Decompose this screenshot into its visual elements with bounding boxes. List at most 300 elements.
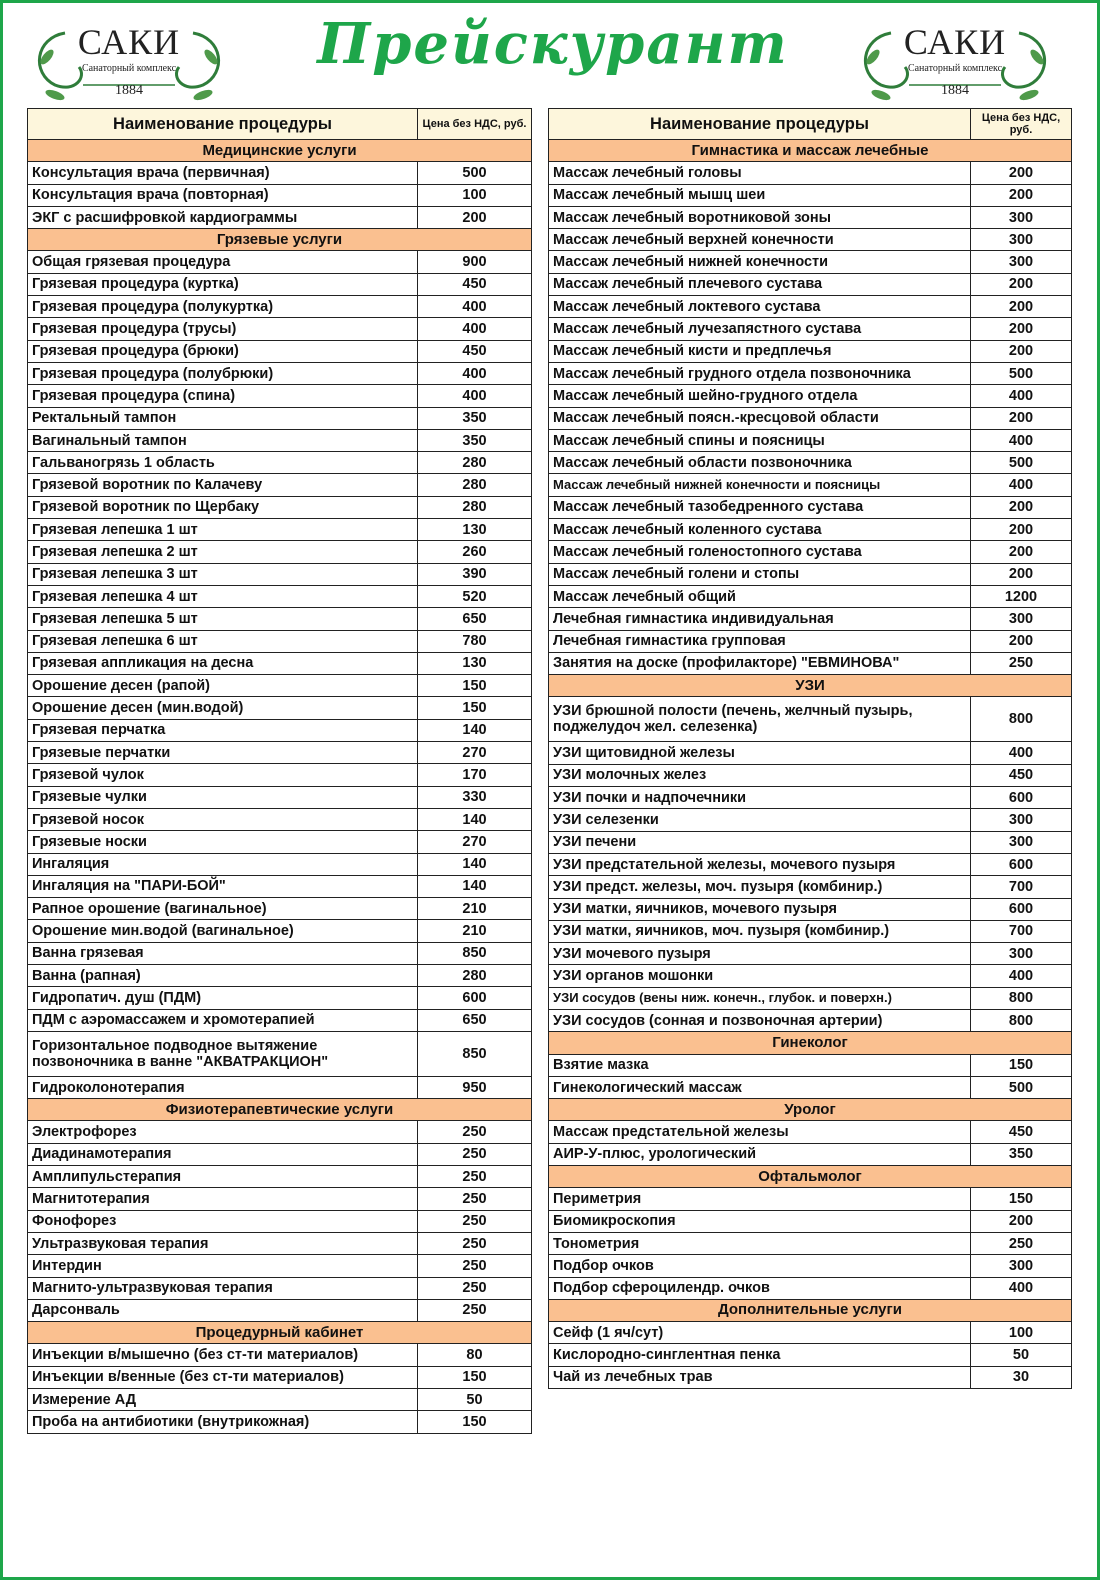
procedure-price: 400 [418, 296, 532, 318]
procedure-name: Занятия на доске (профилакторе) "ЕВМИНОВА" [549, 652, 971, 674]
procedure-price: 400 [971, 742, 1072, 764]
table-row [28, 1166, 532, 1188]
table-row [28, 407, 532, 429]
procedure-name: Инъекции в/венные (без ст-ти материалов) [28, 1366, 418, 1388]
procedure-price: 280 [418, 452, 532, 474]
procedure-name: УЗИ предст. железы, моч. пузыря (комбинир.) [549, 876, 971, 898]
table-row [28, 920, 532, 942]
procedure-name: Орошение десен (рапой) [28, 675, 418, 697]
table-row [549, 251, 1072, 273]
logo-left [25, 13, 233, 105]
logo-right [851, 13, 1059, 105]
table-row [28, 1389, 532, 1411]
table-row [28, 385, 532, 407]
category-title: Гимнастика и массаж лечебные [549, 140, 1072, 162]
category-title: Дополнительные услуги [549, 1299, 1072, 1321]
procedure-price: 210 [418, 920, 532, 942]
table-row [549, 853, 1072, 875]
procedure-name: Грязевая лепешка 3 шт [28, 563, 418, 585]
procedure-price: 900 [418, 251, 532, 273]
procedure-price: 600 [971, 853, 1072, 875]
procedure-name: УЗИ предстательной железы, мочевого пузыря [549, 853, 971, 875]
table-row [549, 340, 1072, 362]
procedure-name: Гидропатич. душ (ПДМ) [28, 987, 418, 1009]
procedure-name: Массаж лечебный локтевого сустава [549, 296, 971, 318]
logo-brand: САКИ [77, 22, 181, 62]
table-row [28, 964, 532, 986]
category-title: Гинеколог [549, 1032, 1072, 1054]
procedure-name: УЗИ мочевого пузыря [549, 943, 971, 965]
logo-year: 1884 [941, 83, 969, 98]
table-row [549, 1009, 1072, 1031]
procedure-price: 150 [418, 1366, 532, 1388]
table-row [549, 1344, 1072, 1366]
price-table-left [27, 108, 532, 1434]
table-row [28, 1366, 532, 1388]
procedure-price: 140 [418, 719, 532, 741]
table-row [28, 452, 532, 474]
table-row [549, 898, 1072, 920]
procedure-price: 350 [971, 1143, 1072, 1165]
procedure-name: Амплипульстерапия [28, 1166, 418, 1188]
procedure-name: Рапное орошение (вагинальное) [28, 898, 418, 920]
procedure-price: 260 [418, 541, 532, 563]
category-row [549, 675, 1072, 697]
procedure-name: Общая грязевая процедура [28, 251, 418, 273]
header-price: Цена без НДС, руб. [418, 109, 532, 140]
table-row [549, 563, 1072, 585]
procedure-price: 170 [418, 764, 532, 786]
procedure-name: Подбор сфероцилендр. очков [549, 1277, 971, 1299]
procedure-name: Массаж лечебный шейно-грудного отдела [549, 385, 971, 407]
procedure-price: 400 [971, 385, 1072, 407]
procedure-name: Массаж лечебный поясн.-кресцовой области [549, 407, 971, 429]
table-row [549, 318, 1072, 340]
procedure-name: Консультация врача (первичная) [28, 162, 418, 184]
procedure-price: 100 [418, 184, 532, 206]
category-row [549, 1166, 1072, 1188]
procedure-name: Вагинальный тампон [28, 429, 418, 451]
table-row [549, 1121, 1072, 1143]
table-row [28, 1344, 532, 1366]
category-row [28, 140, 532, 162]
procedure-price: 280 [418, 474, 532, 496]
table-row [28, 162, 532, 184]
procedure-name: Кислородно-синглентная пенка [549, 1344, 971, 1366]
category-row [549, 1032, 1072, 1054]
procedure-name: ЭКГ с расшифровкой кардиограммы [28, 206, 418, 228]
procedure-price: 200 [971, 296, 1072, 318]
procedure-name: Магнитотерапия [28, 1188, 418, 1210]
table-row [28, 519, 532, 541]
procedure-name: Лечебная гимнастика групповая [549, 630, 971, 652]
table-row [549, 1076, 1072, 1098]
procedure-price: 250 [418, 1166, 532, 1188]
table-row [28, 831, 532, 853]
procedure-price: 200 [971, 1210, 1072, 1232]
procedure-name: УЗИ почки и надпочечники [549, 787, 971, 809]
procedure-price: 300 [971, 943, 1072, 965]
procedure-name: Грязевой носок [28, 808, 418, 830]
header-name: Наименование процедуры [28, 109, 418, 140]
procedure-name: Ингаляция на "ПАРИ-БОЙ" [28, 875, 418, 897]
procedure-price: 400 [418, 385, 532, 407]
procedure-price: 600 [418, 987, 532, 1009]
procedure-price: 150 [971, 1054, 1072, 1076]
table-row [28, 630, 532, 652]
procedure-price: 200 [971, 630, 1072, 652]
table-row [549, 1188, 1072, 1210]
table-row [28, 1143, 532, 1165]
procedure-price: 400 [971, 1277, 1072, 1299]
table-row [549, 385, 1072, 407]
procedure-price: 200 [418, 206, 532, 228]
table-row [549, 1277, 1072, 1299]
procedure-price: 600 [971, 898, 1072, 920]
procedure-name: Массаж лечебный кисти и предплечья [549, 340, 971, 362]
procedure-price: 100 [971, 1322, 1072, 1344]
procedure-price: 450 [971, 764, 1072, 786]
table-row [549, 652, 1072, 674]
procedure-price: 400 [418, 362, 532, 384]
category-title: УЗИ [549, 675, 1072, 697]
table-row [28, 608, 532, 630]
procedure-price: 400 [971, 965, 1072, 987]
procedure-name: УЗИ матки, яичников, мочевого пузыря [549, 898, 971, 920]
procedure-name: Горизонтальное подводное вытяжение позвоночника в ванне "АКВАТРАКЦИОН" [28, 1031, 418, 1076]
procedure-name: Ванна грязевая [28, 942, 418, 964]
table-row [549, 1143, 1072, 1165]
table-row [28, 429, 532, 451]
table-row [28, 1255, 532, 1277]
procedure-name: Ингаляция [28, 853, 418, 875]
procedure-price: 700 [971, 876, 1072, 898]
table-row [28, 362, 532, 384]
table-row [28, 273, 532, 295]
procedure-price: 520 [418, 585, 532, 607]
procedure-price: 200 [971, 184, 1072, 206]
procedure-name: Массаж лечебный головы [549, 162, 971, 184]
procedure-name: Грязевая процедура (полубрюки) [28, 362, 418, 384]
table-row [28, 1031, 532, 1076]
category-row [28, 1322, 532, 1344]
procedure-name: Диадинамотерапия [28, 1143, 418, 1165]
procedure-price: 250 [418, 1121, 532, 1143]
table-row [28, 1076, 532, 1098]
table-row [549, 920, 1072, 942]
procedure-name: УЗИ печени [549, 831, 971, 853]
procedure-name: Ректальный тампон [28, 407, 418, 429]
table-row [28, 1411, 532, 1433]
procedure-name: УЗИ брюшной полости (печень, желчный пузырь, поджелудоч жел. селезенка) [549, 697, 971, 742]
table-row [28, 942, 532, 964]
logo-subtitle: Санаторный комплекс [907, 63, 1003, 74]
procedure-name: Подбор очков [549, 1255, 971, 1277]
procedure-price: 300 [971, 229, 1072, 251]
table-row [28, 340, 532, 362]
table-row [28, 875, 532, 897]
procedure-name: Магнито-ультразвуковая терапия [28, 1277, 418, 1299]
procedure-price: 500 [971, 1076, 1072, 1098]
procedure-price: 270 [418, 831, 532, 853]
procedure-name: Грязевой чулок [28, 764, 418, 786]
procedure-price: 300 [971, 206, 1072, 228]
table-row [28, 496, 532, 518]
procedure-name: УЗИ молочных желез [549, 764, 971, 786]
procedure-name: ПДМ с аэромассажем и хромотерапией [28, 1009, 418, 1031]
table-row [28, 764, 532, 786]
procedure-name: Массаж лечебный плечевого сустава [549, 273, 971, 295]
procedure-price: 200 [971, 541, 1072, 563]
procedure-name: Грязевая процедура (спина) [28, 385, 418, 407]
procedure-name: Гидроколонотерапия [28, 1076, 418, 1098]
procedure-price: 800 [971, 1009, 1072, 1031]
table-row [549, 1366, 1072, 1388]
procedure-price: 500 [971, 362, 1072, 384]
category-row [549, 1299, 1072, 1321]
procedure-price: 850 [418, 942, 532, 964]
procedure-price: 150 [418, 675, 532, 697]
table-row [549, 519, 1072, 541]
table-row [28, 251, 532, 273]
table-row [28, 318, 532, 340]
procedure-name: Грязевой воротник по Калачеву [28, 474, 418, 496]
table-row [28, 697, 532, 719]
procedure-name: Грязевой воротник по Щербаку [28, 496, 418, 518]
procedure-price: 350 [418, 429, 532, 451]
table-row [28, 206, 532, 228]
procedure-name: УЗИ сосудов (вены ниж. конечн., глубок. и поверхн.) [549, 987, 971, 1009]
procedure-name: Массаж лечебный тазобедренного сустава [549, 496, 971, 518]
procedure-price: 800 [971, 987, 1072, 1009]
procedure-name: Периметрия [549, 1188, 971, 1210]
table-row [549, 608, 1072, 630]
procedure-price: 150 [971, 1188, 1072, 1210]
procedure-price: 250 [418, 1255, 532, 1277]
table-row [28, 1277, 532, 1299]
procedure-name: Грязевые носки [28, 831, 418, 853]
table-row [549, 1255, 1072, 1277]
procedure-price: 300 [971, 809, 1072, 831]
table-row [549, 831, 1072, 853]
table-row [549, 787, 1072, 809]
table-row [28, 675, 532, 697]
category-title: Физиотерапевтические услуги [28, 1099, 532, 1121]
table-row [28, 1188, 532, 1210]
table-row [28, 1232, 532, 1254]
procedure-name: Грязевая лепешка 5 шт [28, 608, 418, 630]
procedure-name: Грязевая лепешка 4 шт [28, 585, 418, 607]
category-title: Уролог [549, 1099, 1072, 1121]
procedure-name: Дарсонваль [28, 1299, 418, 1321]
procedure-name: Массаж лечебный мышц шеи [549, 184, 971, 206]
table-row [549, 407, 1072, 429]
procedure-name: Лечебная гимнастика индивидуальная [549, 608, 971, 630]
procedure-price: 270 [418, 742, 532, 764]
price-table-right [548, 108, 1072, 1389]
category-row [549, 1099, 1072, 1121]
table-row [28, 1009, 532, 1031]
procedure-price: 450 [971, 1121, 1072, 1143]
procedure-price: 250 [971, 652, 1072, 674]
procedure-price: 250 [971, 1232, 1072, 1254]
table-row [28, 652, 532, 674]
procedure-price: 30 [971, 1366, 1072, 1388]
procedure-price: 130 [418, 519, 532, 541]
procedure-price: 140 [418, 808, 532, 830]
procedure-price: 150 [418, 1411, 532, 1433]
table-row [549, 742, 1072, 764]
table-row [28, 1299, 532, 1321]
procedure-name: Тонометрия [549, 1232, 971, 1254]
table-row [28, 1210, 532, 1232]
procedure-price: 330 [418, 786, 532, 808]
table-row [549, 273, 1072, 295]
category-title: Процедурный кабинет [28, 1322, 532, 1344]
table-row [549, 229, 1072, 251]
table-row [549, 541, 1072, 563]
procedure-name: Массаж лечебный голени и стопы [549, 563, 971, 585]
procedure-name: Массаж лечебный спины и поясницы [549, 429, 971, 451]
procedure-name: Биомикроскопия [549, 1210, 971, 1232]
procedure-name: Ультразвуковая терапия [28, 1232, 418, 1254]
procedure-price: 140 [418, 853, 532, 875]
table-row [549, 1054, 1072, 1076]
procedure-price: 780 [418, 630, 532, 652]
procedure-name: Гальваногрязь 1 область [28, 452, 418, 474]
procedure-price: 210 [418, 898, 532, 920]
page-title: Прейскурант [317, 11, 789, 77]
procedure-name: Проба на антибиотики (внутрикожная) [28, 1411, 418, 1433]
procedure-name: Грязевые чулки [28, 786, 418, 808]
procedure-name: АИР-У-плюс, урологический [549, 1143, 971, 1165]
procedure-name: Грязевая аппликация на десна [28, 652, 418, 674]
procedure-name: Измерение АД [28, 1389, 418, 1411]
table-row [549, 362, 1072, 384]
table-header-row [28, 109, 532, 140]
procedure-price: 650 [418, 1009, 532, 1031]
table-header-row [549, 109, 1072, 140]
procedure-price: 400 [418, 318, 532, 340]
table-row [549, 1210, 1072, 1232]
procedure-name: Массаж лечебный грудного отдела позвоночника [549, 362, 971, 384]
table-row [549, 876, 1072, 898]
procedure-price: 800 [971, 697, 1072, 742]
table-row [549, 764, 1072, 786]
table-row [28, 541, 532, 563]
category-row [28, 1099, 532, 1121]
procedure-name: Массаж лечебный воротниковой зоны [549, 206, 971, 228]
procedure-price: 200 [971, 519, 1072, 541]
procedure-price: 200 [971, 340, 1072, 362]
table-row [549, 965, 1072, 987]
procedure-price: 500 [971, 452, 1072, 474]
procedure-price: 250 [418, 1143, 532, 1165]
table-row [549, 184, 1072, 206]
category-title: Медицинские услуги [28, 140, 532, 162]
procedure-name: Грязевая лепешка 2 шт [28, 541, 418, 563]
table-row [28, 1121, 532, 1143]
procedure-price: 450 [418, 273, 532, 295]
procedure-name: Грязевая процедура (трусы) [28, 318, 418, 340]
procedure-price: 400 [971, 429, 1072, 451]
procedure-price: 50 [971, 1344, 1072, 1366]
procedure-name: Грязевая лепешка 6 шт [28, 630, 418, 652]
procedure-price: 300 [971, 251, 1072, 273]
table-row [28, 742, 532, 764]
category-title: Офтальмолог [549, 1166, 1072, 1188]
category-row [549, 140, 1072, 162]
procedure-name: Взятие мазка [549, 1054, 971, 1076]
table-row [549, 585, 1072, 607]
procedure-name: Грязевая перчатка [28, 719, 418, 741]
procedure-name: Массаж предстательной железы [549, 1121, 971, 1143]
procedure-price: 950 [418, 1076, 532, 1098]
header-name: Наименование процедуры [549, 109, 971, 140]
table-row [28, 786, 532, 808]
procedure-price: 300 [971, 831, 1072, 853]
procedure-price: 200 [971, 273, 1072, 295]
logo-year: 1884 [115, 83, 143, 98]
procedure-name: УЗИ матки, яичников, моч. пузыря (комбинир.) [549, 920, 971, 942]
table-row [28, 808, 532, 830]
procedure-name: Инъекции в/мышечно (без ст-ти материалов) [28, 1344, 418, 1366]
procedure-name: УЗИ щитовидной железы [549, 742, 971, 764]
table-row [28, 184, 532, 206]
procedure-name: Гинекологический массаж [549, 1076, 971, 1098]
procedure-name: Фонофорез [28, 1210, 418, 1232]
procedure-price: 450 [418, 340, 532, 362]
procedure-price: 200 [971, 318, 1072, 340]
category-row [28, 229, 532, 251]
table-row [28, 719, 532, 741]
procedure-name: Массаж лечебный нижней конечности [549, 251, 971, 273]
procedure-name: Массаж лечебный нижней конечности и поясницы [549, 474, 971, 496]
procedure-price: 140 [418, 875, 532, 897]
header-price: Цена без НДС, руб. [971, 109, 1072, 140]
table-row [549, 496, 1072, 518]
procedure-name: Массаж лечебный области позвоночника [549, 452, 971, 474]
procedure-name: Грязевая процедура (полукуртка) [28, 296, 418, 318]
procedure-name: Массаж лечебный лучезапястного сустава [549, 318, 971, 340]
procedure-name: Интердин [28, 1255, 418, 1277]
procedure-price: 300 [971, 608, 1072, 630]
procedure-price: 250 [418, 1210, 532, 1232]
table-row [549, 943, 1072, 965]
table-row [549, 630, 1072, 652]
procedure-price: 250 [418, 1299, 532, 1321]
table-row [549, 206, 1072, 228]
table-row [549, 1322, 1072, 1344]
procedure-price: 130 [418, 652, 532, 674]
table-row [28, 898, 532, 920]
procedure-name: Сейф (1 яч/сут) [549, 1322, 971, 1344]
procedure-name: Орошение мин.водой (вагинальное) [28, 920, 418, 942]
procedure-name: Массаж лечебный коленного сустава [549, 519, 971, 541]
table-row [28, 474, 532, 496]
procedure-price: 600 [971, 787, 1072, 809]
procedure-price: 150 [418, 697, 532, 719]
logo-subtitle: Санаторный комплекс [81, 63, 177, 74]
table-row [549, 474, 1072, 496]
table-row [549, 429, 1072, 451]
procedure-name: Чай из лечебных трав [549, 1366, 971, 1388]
procedure-price: 1200 [971, 585, 1072, 607]
table-row [28, 987, 532, 1009]
procedure-price: 250 [418, 1232, 532, 1254]
procedure-price: 80 [418, 1344, 532, 1366]
procedure-name: Грязевая процедура (брюки) [28, 340, 418, 362]
